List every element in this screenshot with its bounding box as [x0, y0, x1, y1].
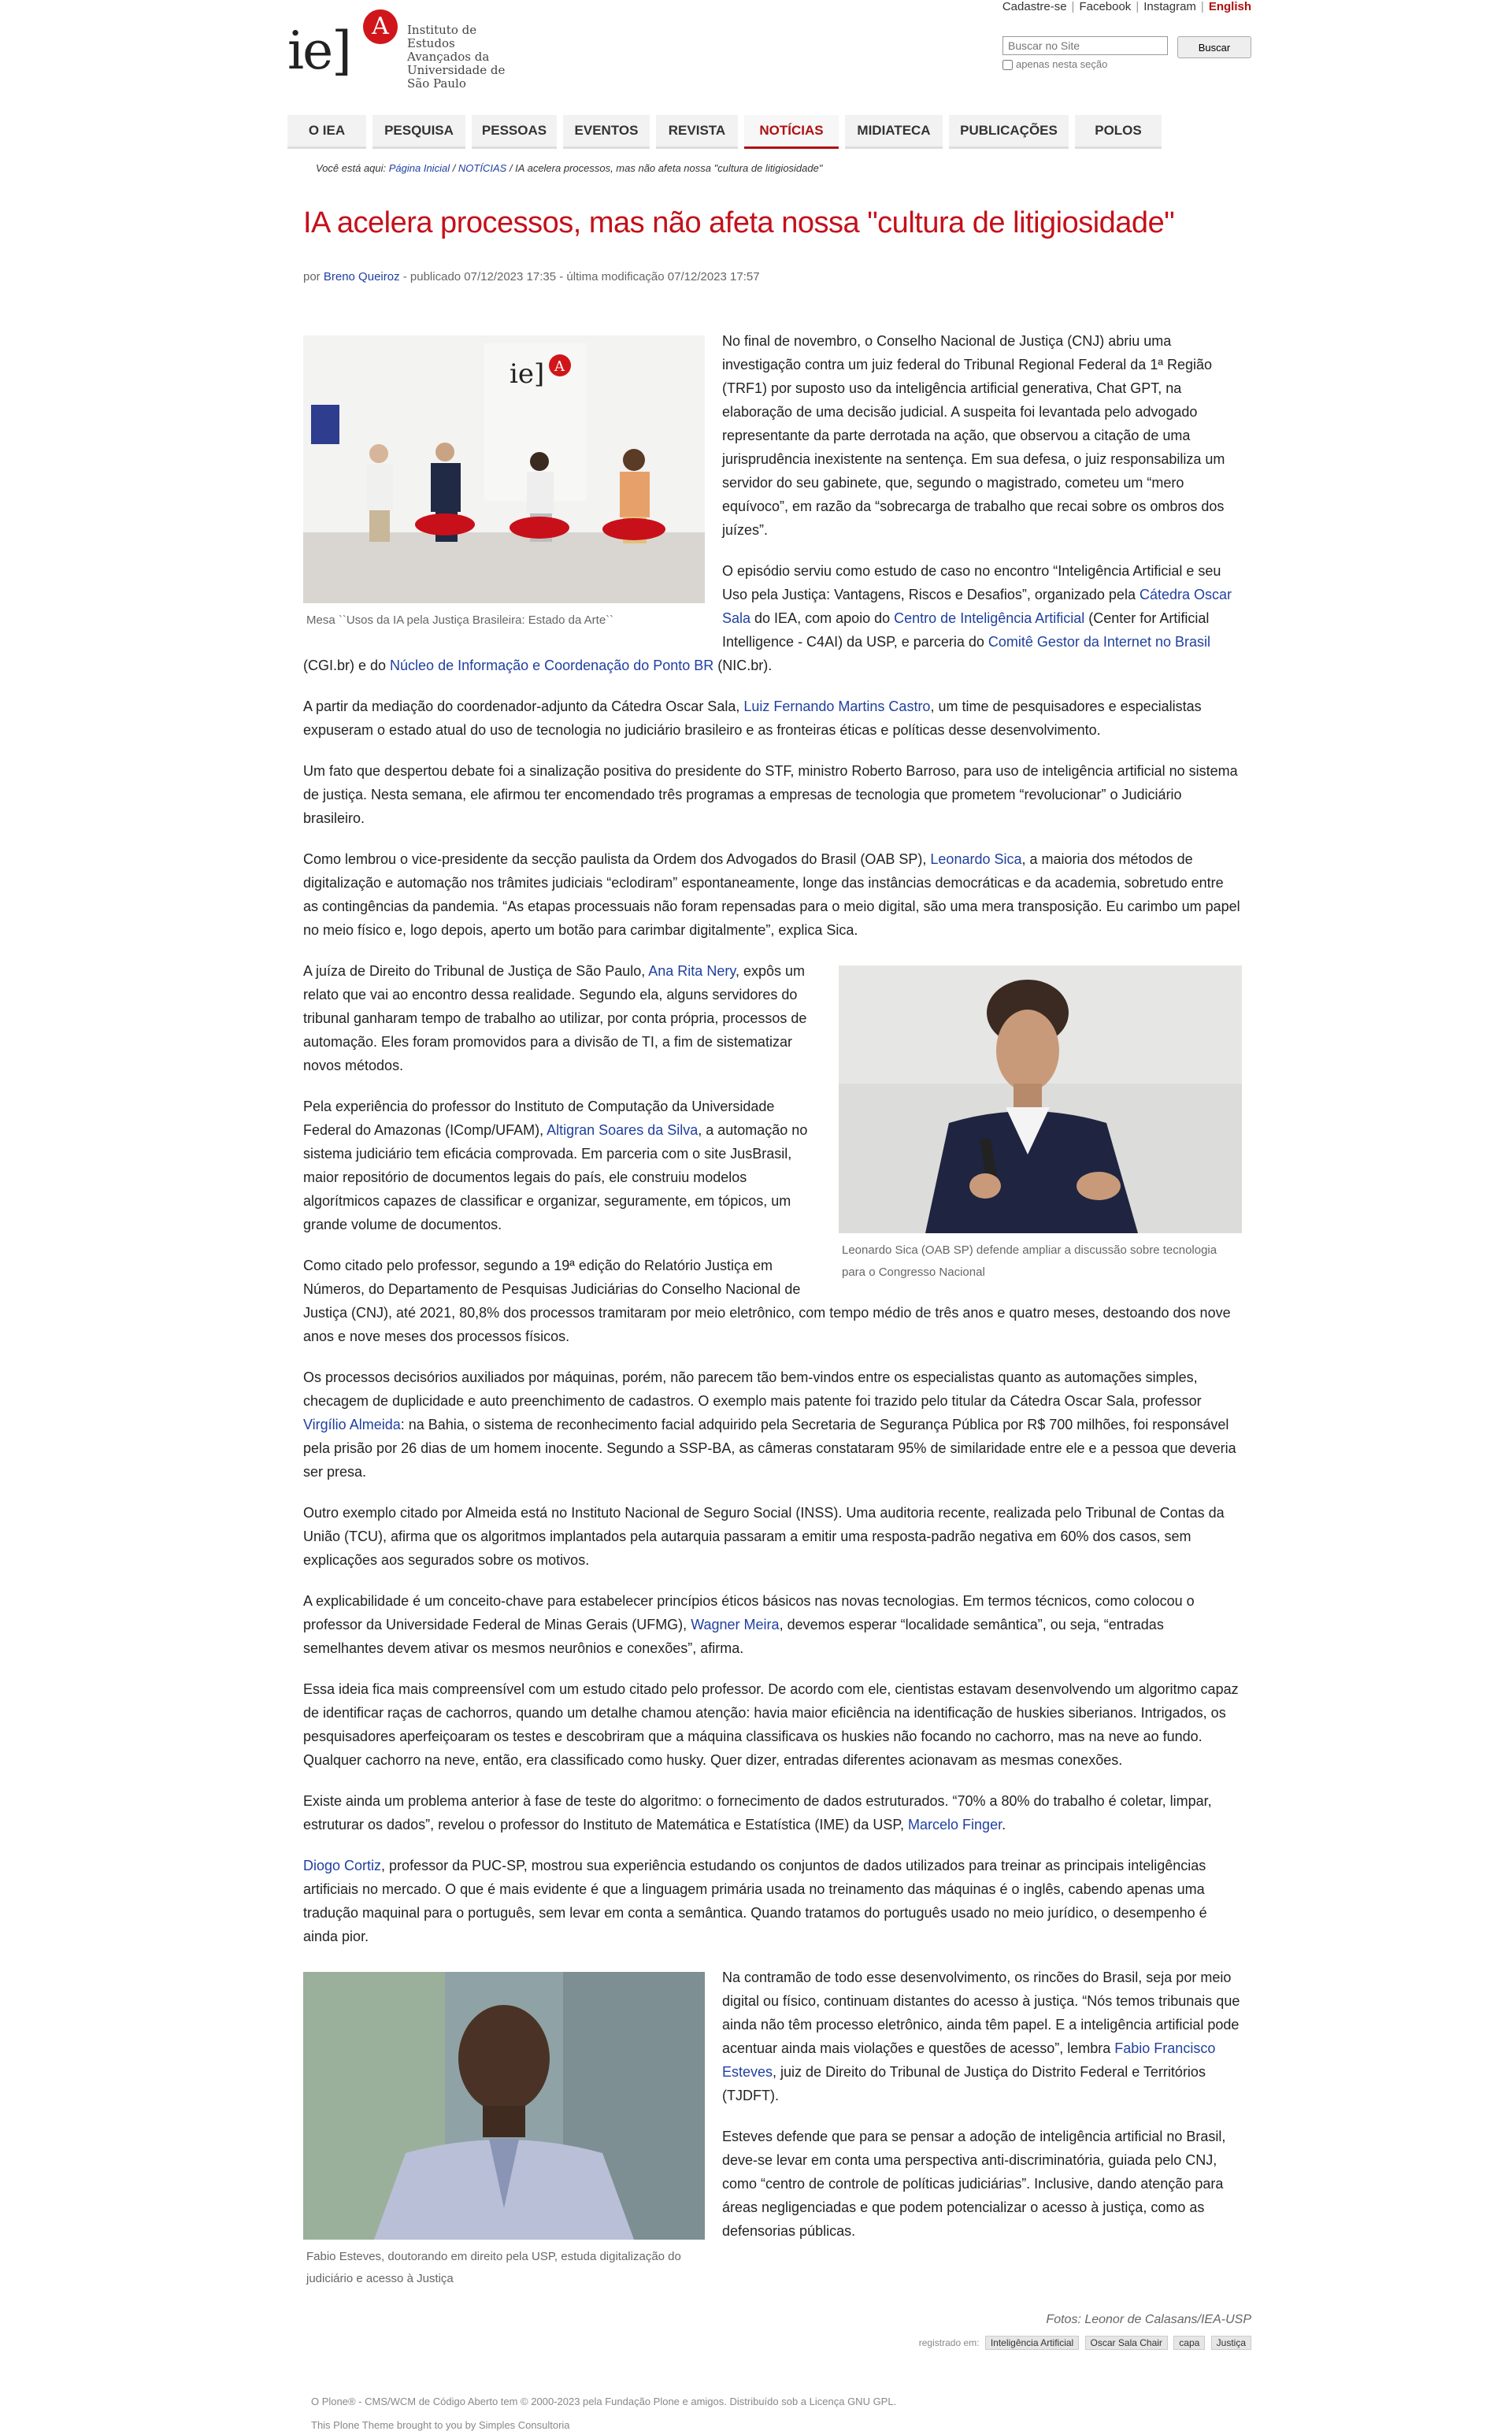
tag-link[interactable]: capa	[1173, 2336, 1205, 2350]
search-scope	[1002, 58, 1251, 70]
instagram-link[interactable]: Instagram	[1143, 0, 1196, 13]
nav-item-polos[interactable]: POLOS	[1075, 115, 1162, 149]
paragraph: Outro exemplo citado por Almeida está no Instituto Nacional de Seguro Social (INSS). Uma auditoria recente, realizada pelo Tribunal de Contas da União (TCU), afirma que os algoritmos implantados pela autarquia passaram a emitir uma resposta-padrão negativa em 60% dos casos, sem explicações aos segurados sobre os motivos.	[303, 1505, 1225, 1568]
logo-badge: A	[363, 9, 398, 44]
facebook-link[interactable]: Facebook	[1079, 0, 1132, 13]
link-leonardo-sica[interactable]: Leonardo Sica	[930, 851, 1022, 867]
paragraph: Na contramão de todo esse desenvolvimento, os rincões do Brasil, seja por meio digital ou físico, continuam distantes do acesso à justiça. “Nós temos tribunais que ainda não têm processo eletrônico, ainda têm papel. E a inteligência artificial pode acentuar ainda mais violações e questões de acesso”, lembra Fabio Francisco Esteves, juiz de Direito do Tribunal de Justiça do Distrito Federal e Territórios (TJDFT).	[722, 1970, 1240, 2103]
tag-link[interactable]: Oscar Sala Chair	[1085, 2336, 1168, 2350]
paragraph: Diogo Cortiz, professor da PUC-SP, mostrou sua experiência estudando os conjuntos de dados utilizados para treinar as principais inteligências artificiais no mercado. O que é mais evidente é que a linguagem primária usada no treinamento das máquinas é o inglês, cabendo apenas uma tradução maquinal para o português, sem levar em conta a semântica. Quando tratamos do português usado no meio jurídico, o desempenho é ainda pior.	[303, 1858, 1207, 1944]
search-scope-checkbox[interactable]	[1002, 60, 1013, 70]
nav-item-pesquisa[interactable]: PESQUISA	[372, 115, 465, 149]
link-wagner-meira[interactable]: Wagner Meira	[691, 1617, 780, 1632]
nav-item-pessoas[interactable]: PESSOAS	[472, 115, 557, 149]
breadcrumb-current: IA acelera processos, mas não afeta nossa "cultura de litigiosidade"	[515, 162, 823, 174]
breadcrumb-home[interactable]: Página Inicial	[388, 162, 450, 174]
page-title: IA acelera processos, mas não afeta nossa "cultura de litigiosidade"	[303, 206, 1175, 239]
logo-mark: ie]	[287, 20, 350, 81]
nav-item-noticias[interactable]: NOTÍCIAS	[744, 115, 839, 149]
paragraph: No final de novembro, o Conselho Nacional de Justiça (CNJ) abriu uma investigação contra um juiz federal do Tribunal Regional Federal da 1ª Região (TRF1) por suposto uso da inteligência artificial generativa, Chat GPT, na elaboração de uma decisão judicial. A suspeita foi levantada pelo advogado representante da parte derrotada na ação, que observou a citação de uma jurisprudência inexistente na sentença. Em sua defesa, o juiz responsabiliza um servidor do seu gabinete, que, segundo o magistrado, cometeu um “mero equívoco”, em razão da “sobrecarga de trabalho que recai sobre os ombros dos juízes”.	[722, 333, 1225, 538]
nav-item-eventos[interactable]: EVENTOS	[563, 115, 650, 149]
tag-link[interactable]: Justiça	[1211, 2336, 1251, 2350]
esteves-photo	[303, 1972, 705, 2240]
svg-text:A: A	[554, 358, 565, 375]
search-input[interactable]	[1002, 36, 1168, 55]
link-diogo-cortiz[interactable]: Diogo Cortiz	[303, 1858, 382, 1873]
paragraph: A juíza de Direito do Tribunal de Justiça de São Paulo, Ana Rita Nery, expôs um relato que vai ao encontro dessa realidade. Segundo ela, alguns servidores do tribunal ganharam tempo de trabalho ao utilizar, por conta própria, processos de automação. Eles foram promovidos para a divisão de TI, a fim de sistematizar novos métodos.	[303, 963, 807, 1073]
link-catedra-oscar-sala[interactable]: Cátedra Oscar Sala	[722, 587, 1232, 626]
logo-name: Instituto de Estudos Avançados da Universidade de São Paulo	[407, 23, 506, 91]
paragraph: Como citado pelo professor, segundo a 19ª edição do Relatório Justiça em Números, do Departamento de Pesquisas Judiciárias do Conselho Nacional de Justiça (CNJ), até 2021, 80,8% dos processos tramitaram por meio eletrônico, com tempo médio de três anos e quatro meses, destoando dos nove anos e nove meses dos processos físicos.	[303, 1258, 1231, 1344]
tags	[919, 2336, 1251, 2350]
search-scope-label: apenas nesta seção	[1016, 58, 1108, 70]
paragraph: Pela experiência do professor do Instituto de Computação da Universidade Federal do Amazonas (IComp/UFAM), Altigran Soares da Silva, a automação no sistema judiciário tem eficácia comprovada. Em parceria com o site JusBrasil, maior repositório de documentos legais do país, ele construiu modelos algorítmicos capazes de classificar e organizar, seguramente, em tópicos, um grande volume de documentos.	[303, 1099, 808, 1232]
register-link[interactable]: Cadastre-se	[1002, 0, 1067, 13]
figure-esteves	[303, 1972, 705, 2290]
search-button[interactable]: Buscar	[1177, 36, 1251, 58]
figure-caption: Leonardo Sica (OAB SP) defende ampliar a discussão sobre tecnologia para o Congresso Nacional	[842, 1243, 1217, 1279]
nav-item-publicacoes[interactable]: PUBLICAÇÕES	[949, 115, 1069, 149]
link-virgilio[interactable]: Virgílio Almeida	[303, 1417, 401, 1432]
paragraph: A explicabilidade é um conceito-chave para estabelecer princípios éticos básicos nas novas tecnologias. Em termos técnicos, como colocou o professor da Universidade Federal de Minas Gerais (UFMG), Wagner Meira, devemos esperar “localidade semântica”, ou seja, “entradas semelhantes devem ativar os mesmos neurônios e conexões”, afirma.	[303, 1593, 1195, 1656]
link-nic[interactable]: Núcleo de Informação e Coordenação do Ponto BR	[390, 658, 714, 673]
breadcrumb-section[interactable]: NOTÍCIAS	[458, 162, 507, 174]
panel-photo	[303, 335, 705, 603]
footer-theme: This Plone Theme brought to you by Simples Consultoria	[311, 2419, 570, 2431]
paragraph: Os processos decisórios auxiliados por máquinas, porém, não parecem tão bem-vindos entre os especialistas quanto as automações simples, checagem de duplicidade e auto preenchimento de cadastros. O exemplo mais patente foi trazido pelo titular da Cátedra Oscar Sala, professor Virgílio Almeida: na Bahia, o sistema de reconhecimento facial adquirido pela Secretaria de Segurança Pública por R$ 700 milhões, foi responsável pela prisão por 26 dias de um homem inocente. Segundo a SSP-BA, as câmeras constataram 95% de similaridade entre ele e a pessoa que deveria ser presa.	[303, 1369, 1236, 1480]
main-nav	[287, 115, 1251, 150]
english-link[interactable]: English	[1208, 0, 1251, 13]
breadcrumb: Você está aqui: Página Inicial / NOTÍCIAS / IA acelera processos, mas não afeta nossa "cultura de litigiosidade"	[316, 162, 823, 174]
figure-caption: Mesa ``Usos da IA pela Justiça Brasileira: Estado da Arte``	[306, 613, 614, 627]
link-marcelo-finger[interactable]: Marcelo Finger	[908, 1817, 1002, 1833]
nav-item-revista[interactable]: REVISTA	[656, 115, 738, 149]
paragraph: A partir da mediação do coordenador-adjunto da Cátedra Oscar Sala, Luiz Fernando Martins Castro, um time de pesquisadores e especialistas expuseram o estado atual do uso de tecnologia no judiciário brasileiro e as fronteiras éticas e políticas desse desenvolvimento.	[303, 699, 1202, 738]
tags-label: registrado em:	[918, 2337, 980, 2348]
paragraph: Esteves defende que para se pensar a adoção de inteligência artificial no Brasil, deve-se levar em conta uma perspectiva anti-discriminatória, guiada pelo CNJ, como “centro de controle de políticas judiciárias”. Inclusive, dando atenção para áreas negligenciadas e que podem potencializar o acesso à justiça, como as defensorias públicas.	[722, 2129, 1226, 2239]
nav-item-iea[interactable]: O IEA	[287, 115, 366, 149]
iea-logo[interactable]	[287, 9, 524, 100]
byline: por Breno Queiroz - publicado 07/12/2023 17:35 - última modificação 07/12/2023 17:57	[303, 270, 760, 283]
tag-link[interactable]: Inteligência Artificial	[985, 2336, 1079, 2350]
sica-photo	[839, 965, 1242, 1233]
svg-text:ie]: ie]	[510, 358, 545, 390]
top-links: Cadastre-se | Facebook | Instagram | English	[1002, 0, 1251, 13]
link-luiz-castro[interactable]: Luiz Fernando Martins Castro	[743, 699, 931, 714]
link-c4ai[interactable]: Centro de Inteligência Artificial	[894, 610, 1085, 626]
footer-copyright: O Plone® - CMS/WCM de Código Aberto tem © 2000-2023 pela Fundação Plone e amigos. Distribuído sob a Licença GNU GPL.	[311, 2396, 897, 2407]
article-body	[303, 329, 1242, 2299]
paragraph: O episódio serviu como estudo de caso no encontro “Inteligência Artificial e seu Uso pela Justiça: Vantagens, Riscos e Desafios”, organizado pela Cátedra Oscar Sala do IEA, com apoio do Centro de Inteligência Artificial (Center for Artificial Intelligence - C4AI) da USP, e parceria do Comitê Gestor da Internet no Brasil (CGI.br) e do Núcleo de Informação e Coordenação do Ponto BR (NIC.br).	[303, 563, 1232, 673]
paragraph: Um fato que despertou debate foi a sinalização positiva do presidente do STF, ministro Roberto Barroso, para uso de inteligência artificial no sistema de justiça. Nesta semana, ele afirmou ter encomendado três programas a empresas de tecnologia que prometem “revolucionar” o Judiciário brasileiro.	[303, 763, 1238, 826]
figure-panel	[303, 335, 705, 632]
author-link[interactable]: Breno Queiroz	[323, 270, 400, 283]
paragraph: Essa ideia fica mais compreensível com um estudo citado pelo professor. De acordo com ele, cientistas estavam desenvolvendo um algoritmo capaz de identificar raças de cachorros, quando um detalhe chamou atenção: havia maior eficiência na identificação de huskies siberianos. Intrigados, os pesquisadores aperfeiçoaram os testes e descobriram que a máquina classificava os huskies não focando no cachorro, mas na neve ao fundo. Qualquer cachorro na neve, então, era classificado como husky. Quer dizer, entradas diferentes acionavam as mesmas conexões.	[303, 1681, 1239, 1768]
link-altigran[interactable]: Altigran Soares da Silva	[547, 1122, 699, 1138]
link-fabio-esteves[interactable]: Fabio Francisco Esteves	[722, 2040, 1216, 2080]
link-cgi[interactable]: Comitê Gestor da Internet no Brasil	[988, 634, 1210, 650]
paragraph: Existe ainda um problema anterior à fase de teste do algoritmo: o fornecimento de dados estruturados. “70% a 80% do trabalho é coletar, limpar, estruturar os dados”, revelou o professor do Instituto de Matemática e Estatística (IME) da USP, Marcelo Finger.	[303, 1793, 1212, 1833]
search-box	[1002, 36, 1251, 70]
photo-credit: Fotos: Leonor de Calasans/IEA-USP	[1046, 2313, 1251, 2326]
link-ana-rita-nery[interactable]: Ana Rita Nery	[648, 963, 736, 979]
nav-item-midiateca[interactable]: MIDIATECA	[845, 115, 943, 149]
paragraph: Como lembrou o vice-presidente da secção paulista da Ordem dos Advogados do Brasil (OAB SP), Leonardo Sica, a maioria dos métodos de digitalização e automação nos trâmites judiciais “eclodiram” espontaneamente, longe das instâncias democráticas e da academia, sobretudo entre as contingências da pandemia. “As etapas processuais não foram repensadas para o meio digital, são uma mera transposição. Eu carimbo um papel no meio físico e, logo depois, aperto um botão para carimbar digitalmente”, explica Sica.	[303, 851, 1240, 938]
figure-sica	[839, 965, 1242, 1284]
figure-caption: Fabio Esteves, doutorando em direito pela USP, estuda digitalização do judiciário e acesso à Justiça	[306, 2250, 681, 2285]
